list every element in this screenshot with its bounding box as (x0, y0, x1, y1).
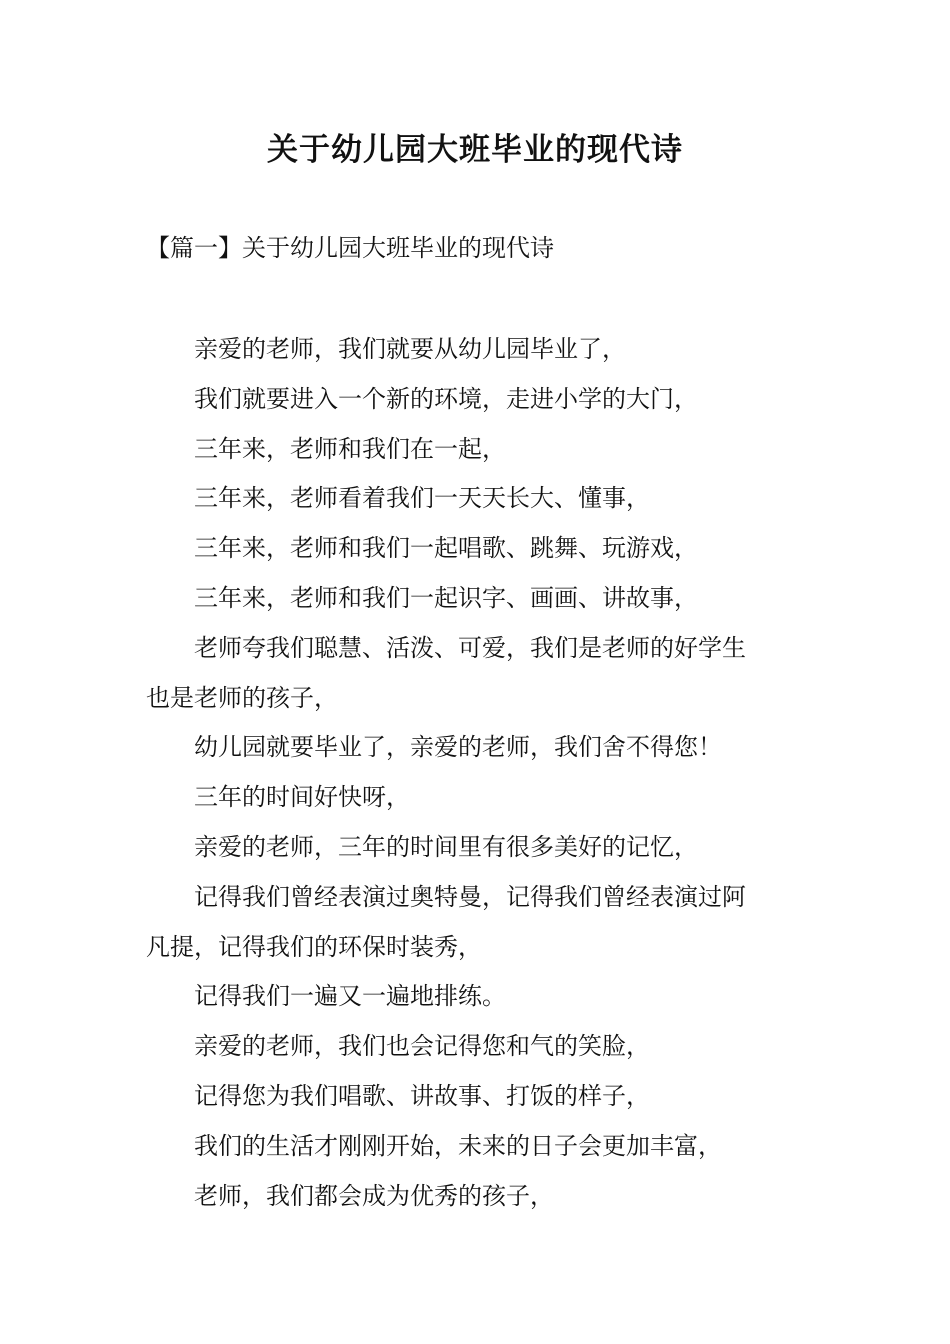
poem-line: 我们就要进入一个新的环境，走进小学的大门， (194, 384, 698, 413)
poem-line: 记得我们曾经表演过奥特曼，记得我们曾经表演过阿 凡提，记得我们的环保时装秀， (146, 882, 746, 961)
section-heading: 【篇一】关于幼儿园大班毕业的现代诗 (146, 234, 554, 262)
poem-line: 亲爱的老师，我们也会记得您和气的笑脸， (194, 1032, 650, 1061)
poem-line: 三年来，老师和我们一起识字、画画、讲故事， (194, 583, 698, 612)
poem-line: 三年来，老师看着我们一天天长大、懂事， (194, 484, 650, 513)
poem-body (146, 325, 811, 1221)
poem-line: 三年来，老师和我们一起唱歌、跳舞、玩游戏， (194, 534, 698, 563)
poem-line: 幼儿园就要毕业了，亲爱的老师，我们舍不得您！ (194, 733, 722, 762)
poem-line: 我们的生活才刚刚开始，未来的日子会更加丰富， (194, 1131, 722, 1160)
document-title: 关于幼儿园大班毕业的现代诗 (267, 132, 683, 168)
poem-line: 记得您为我们唱歌、讲故事、打饭的样子， (194, 1081, 650, 1110)
poem-line: 亲爱的老师，我们就要从幼儿园毕业了， (194, 335, 626, 363)
poem-line: 老师夸我们聪慧、活泼、可爱，我们是老师的好学生 也是老师的孩子， (146, 633, 746, 712)
poem-line: 亲爱的老师，三年的时间里有很多美好的记忆， (194, 832, 698, 861)
poem-line: 三年来，老师和我们在一起， (194, 434, 506, 463)
poem-line: 三年的时间好快呀， (194, 783, 410, 812)
poem-line: 记得我们一遍又一遍地排练。 (194, 982, 506, 1011)
poem-line: 老师，我们都会成为优秀的孩子， (194, 1181, 554, 1210)
